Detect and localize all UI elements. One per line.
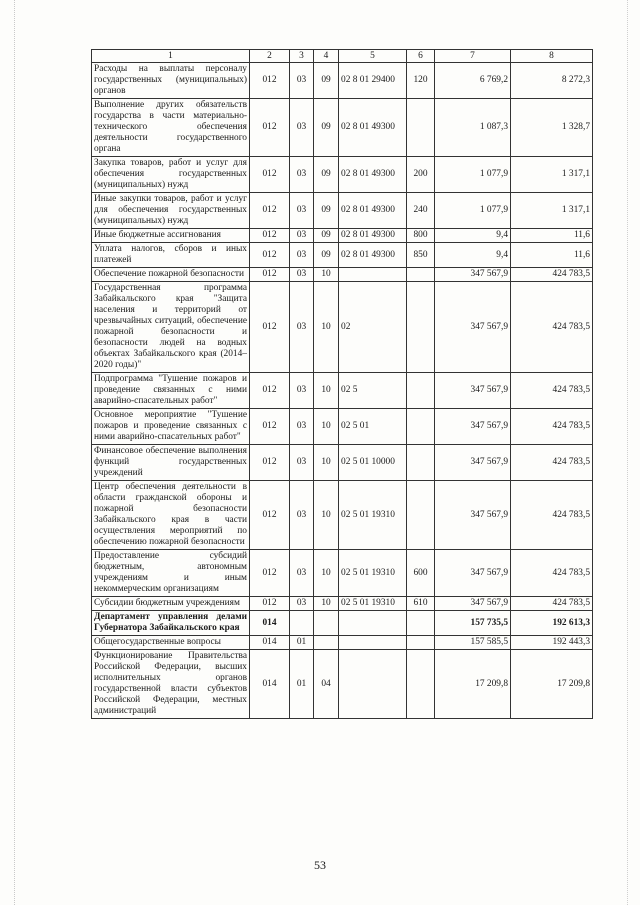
section-code: 03	[290, 193, 314, 229]
amount-col7: 17 209,8	[435, 650, 511, 719]
expense-name: Предоставление субсидий бюджетным, автономным учреждениям и иным некоммерческим организациям	[92, 550, 250, 597]
table-row	[92, 597, 593, 611]
expense-name: Финансовое обеспечение выполнения функций государственных учреждений	[92, 445, 250, 481]
ministry-code: 014	[250, 636, 290, 650]
expense-type-code	[407, 282, 435, 373]
amount-col7: 9,4	[435, 243, 511, 268]
amount-col8: 424 783,5	[511, 282, 593, 373]
subsection-code: 10	[314, 409, 339, 445]
amount-col7: 157 735,5	[435, 611, 511, 636]
expense-type-code	[407, 650, 435, 719]
amount-col8: 192 613,3	[511, 611, 593, 636]
ministry-code: 012	[250, 481, 290, 550]
subsection-code	[314, 636, 339, 650]
expense-type-code: 120	[407, 63, 435, 99]
table-row	[92, 650, 593, 719]
subsection-code: 10	[314, 268, 339, 282]
amount-col8: 11,6	[511, 243, 593, 268]
section-code: 03	[290, 550, 314, 597]
section-code	[290, 611, 314, 636]
target-article-code: 02 5	[339, 373, 407, 409]
expense-type-code	[407, 373, 435, 409]
amount-col8: 424 783,5	[511, 481, 593, 550]
expense-type-code: 850	[407, 243, 435, 268]
ministry-code: 012	[250, 63, 290, 99]
subsection-code: 09	[314, 63, 339, 99]
amount-col7: 9,4	[435, 229, 511, 243]
table-row	[92, 373, 593, 409]
expense-type-code: 600	[407, 550, 435, 597]
amount-col7: 347 567,9	[435, 550, 511, 597]
subsection-code: 10	[314, 282, 339, 373]
table-row-department	[92, 611, 593, 636]
target-article-code: 02 8 01 49300	[339, 157, 407, 193]
amount-col8: 424 783,5	[511, 409, 593, 445]
column-header: 6	[407, 50, 435, 63]
amount-col8: 192 443,3	[511, 636, 593, 650]
expense-type-code: 240	[407, 193, 435, 229]
ministry-code: 012	[250, 268, 290, 282]
section-code: 03	[290, 157, 314, 193]
expense-name: Центр обеспечения деятельности в области гражданской обороны и пожарной безопасности Забайкальского края в части осуществления мероприятий по обеспечению пожарной безопасности	[92, 481, 250, 550]
ministry-code: 014	[250, 650, 290, 719]
expense-name: Иные закупки товаров, работ и услуг для обеспечения государственных (муниципальных) нужд	[92, 193, 250, 229]
page-edge-left	[14, 0, 15, 905]
target-article-code	[339, 636, 407, 650]
target-article-code: 02 5 01	[339, 409, 407, 445]
section-code: 03	[290, 445, 314, 481]
subsection-code: 10	[314, 481, 339, 550]
subsection-code: 04	[314, 650, 339, 719]
amount-col8: 1 328,7	[511, 99, 593, 157]
amount-col7: 1 087,3	[435, 99, 511, 157]
table-header-row	[92, 50, 593, 63]
amount-col7: 347 567,9	[435, 481, 511, 550]
column-header: 3	[290, 50, 314, 63]
table-row	[92, 445, 593, 481]
subsection-code: 09	[314, 157, 339, 193]
section-code: 03	[290, 373, 314, 409]
ministry-code: 012	[250, 445, 290, 481]
ministry-code: 014	[250, 611, 290, 636]
amount-col7: 347 567,9	[435, 597, 511, 611]
ministry-code: 012	[250, 99, 290, 157]
section-code: 03	[290, 597, 314, 611]
section-code: 03	[290, 282, 314, 373]
ministry-code: 012	[250, 550, 290, 597]
table-row	[92, 193, 593, 229]
amount-col7: 1 077,9	[435, 157, 511, 193]
amount-col8: 17 209,8	[511, 650, 593, 719]
budget-table	[91, 49, 593, 719]
expense-name: Расходы на выплаты персоналу государственных (муниципальных) органов	[92, 63, 250, 99]
target-article-code: 02 5 01 19310	[339, 550, 407, 597]
section-code: 03	[290, 481, 314, 550]
table-row	[92, 550, 593, 597]
expense-name: Субсидии бюджетным учреждениям	[92, 597, 250, 611]
table-row	[92, 282, 593, 373]
column-header: 4	[314, 50, 339, 63]
target-article-code	[339, 268, 407, 282]
expense-name: Выполнение других обязательств государства в части материально-технического обеспечения деятельности государственного органа	[92, 99, 250, 157]
column-header: 1	[92, 50, 250, 63]
target-article-code: 02 8 01 49300	[339, 229, 407, 243]
amount-col8: 11,6	[511, 229, 593, 243]
expense-name: Обеспечение пожарной безопасности	[92, 268, 250, 282]
section-code: 03	[290, 99, 314, 157]
amount-col7: 1 077,9	[435, 193, 511, 229]
amount-col7: 347 567,9	[435, 445, 511, 481]
amount-col7: 347 567,9	[435, 373, 511, 409]
target-article-code: 02 5 01 10000	[339, 445, 407, 481]
table-row	[92, 229, 593, 243]
amount-col7: 347 567,9	[435, 282, 511, 373]
target-article-code: 02 8 01 49300	[339, 193, 407, 229]
expense-name: Основное мероприятие "Тушение пожаров и проведение связанных с ними аварийно-спасательных работ"	[92, 409, 250, 445]
subsection-code: 09	[314, 243, 339, 268]
ministry-code: 012	[250, 373, 290, 409]
target-article-code: 02 5 01 19310	[339, 481, 407, 550]
section-code: 01	[290, 650, 314, 719]
amount-col8: 1 317,1	[511, 193, 593, 229]
section-code: 03	[290, 229, 314, 243]
expense-type-code	[407, 99, 435, 157]
expense-type-code: 800	[407, 229, 435, 243]
ministry-code: 012	[250, 409, 290, 445]
amount-col7: 347 567,9	[435, 409, 511, 445]
expense-type-code	[407, 445, 435, 481]
amount-col7: 157 585,5	[435, 636, 511, 650]
subsection-code: 10	[314, 550, 339, 597]
expense-type-code	[407, 409, 435, 445]
ministry-code: 012	[250, 229, 290, 243]
column-header: 8	[511, 50, 593, 63]
subsection-code	[314, 611, 339, 636]
table-row	[92, 157, 593, 193]
subsection-code: 09	[314, 229, 339, 243]
ministry-code: 012	[250, 157, 290, 193]
amount-col8: 424 783,5	[511, 268, 593, 282]
target-article-code: 02	[339, 282, 407, 373]
expense-name: Общегосударственные вопросы	[92, 636, 250, 650]
amount-col8: 424 783,5	[511, 373, 593, 409]
expense-name: Департамент управления делами Губернатора Забайкальского края	[92, 611, 250, 636]
table-row	[92, 243, 593, 268]
table-row	[92, 63, 593, 99]
ministry-code: 012	[250, 243, 290, 268]
expense-type-code	[407, 268, 435, 282]
expense-type-code: 200	[407, 157, 435, 193]
amount-col8: 424 783,5	[511, 550, 593, 597]
column-header: 5	[339, 50, 407, 63]
target-article-code	[339, 611, 407, 636]
target-article-code: 02 8 01 29400	[339, 63, 407, 99]
amount-col8: 8 272,3	[511, 63, 593, 99]
ministry-code: 012	[250, 282, 290, 373]
subsection-code: 10	[314, 373, 339, 409]
page-edge-right	[627, 0, 628, 905]
table-row	[92, 636, 593, 650]
expense-type-code: 610	[407, 597, 435, 611]
expense-name: Государственная программа Забайкальского края "Защита населения и территорий от чрезвычайных ситуаций, обеспечение пожарной безопасности и безопасности людей на водных объектах Забайкальского края (2014–2020 годы)"	[92, 282, 250, 373]
expense-name: Функционирование Правительства Российской Федерации, высших исполнительных органов государственной власти субъектов Российской Федерации, местных администраций	[92, 650, 250, 719]
ministry-code: 012	[250, 193, 290, 229]
page-number: 53	[314, 858, 326, 872]
subsection-code: 10	[314, 445, 339, 481]
amount-col8: 424 783,5	[511, 445, 593, 481]
amount-col7: 6 769,2	[435, 63, 511, 99]
section-code: 03	[290, 268, 314, 282]
subsection-code: 09	[314, 193, 339, 229]
column-header: 7	[435, 50, 511, 63]
target-article-code: 02 5 01 19310	[339, 597, 407, 611]
target-article-code: 02 8 01 49300	[339, 99, 407, 157]
table-row	[92, 481, 593, 550]
section-code: 03	[290, 63, 314, 99]
expense-name: Уплата налогов, сборов и иных платежей	[92, 243, 250, 268]
expense-type-code	[407, 611, 435, 636]
expense-name: Подпрограмма "Тушение пожаров и проведение связанных с ними аварийно-спасательных работ"	[92, 373, 250, 409]
expense-type-code	[407, 481, 435, 550]
subsection-code: 09	[314, 99, 339, 157]
table-row	[92, 99, 593, 157]
table-row	[92, 409, 593, 445]
section-code: 01	[290, 636, 314, 650]
subsection-code: 10	[314, 597, 339, 611]
section-code: 03	[290, 409, 314, 445]
target-article-code	[339, 650, 407, 719]
section-code: 03	[290, 243, 314, 268]
column-header: 2	[250, 50, 290, 63]
ministry-code: 012	[250, 597, 290, 611]
amount-col8: 1 317,1	[511, 157, 593, 193]
target-article-code: 02 8 01 49300	[339, 243, 407, 268]
expense-name: Иные бюджетные ассигнования	[92, 229, 250, 243]
amount-col8: 424 783,5	[511, 597, 593, 611]
table-row	[92, 268, 593, 282]
expense-type-code	[407, 636, 435, 650]
expense-name: Закупка товаров, работ и услуг для обеспечения государственных (муниципальных) нужд	[92, 157, 250, 193]
amount-col7: 347 567,9	[435, 268, 511, 282]
